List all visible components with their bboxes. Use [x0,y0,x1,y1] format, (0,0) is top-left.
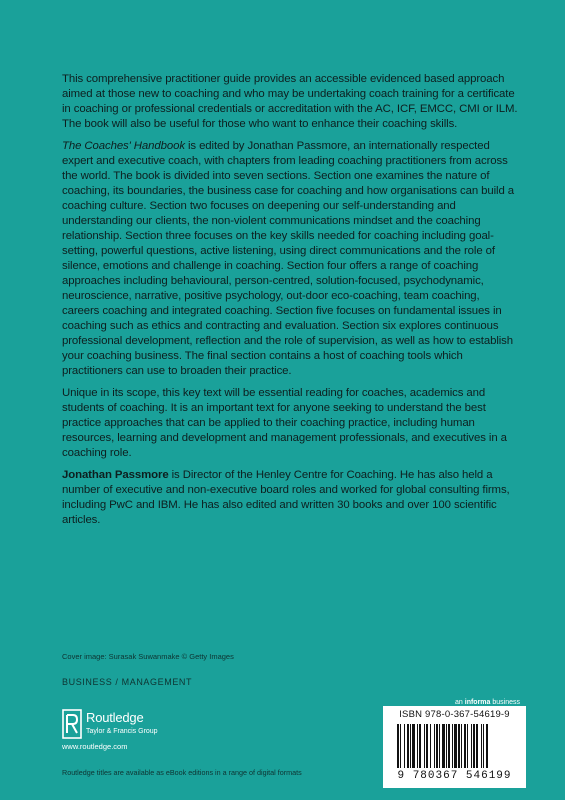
informa-suffix: business [490,699,520,706]
barcode-bar [417,724,418,768]
routledge-logo-icon [62,709,82,739]
barcode-digits [383,770,526,782]
barcode-bar [448,724,450,768]
barcode-bar [426,724,428,768]
barcode-bar [424,724,425,768]
barcode-bar [442,724,445,768]
barcode-bar [412,724,415,768]
informa-brand: informa [464,699,491,706]
barcode-bar [397,724,399,768]
barcode-bar [483,724,484,768]
barcode-bar [430,724,431,768]
barcode-bar [461,724,462,768]
barcode-lead-digit: 9 [397,770,406,782]
isbn-barcode [383,706,526,788]
barcode-bar [404,724,405,768]
barcode-bar [410,724,411,768]
informa-tagline [414,699,520,706]
barcode-bar [436,724,438,768]
author-bio [62,468,518,528]
subject-category: BUSINESS / MANAGEMENT [62,677,193,687]
back-cover-text [62,72,518,535]
description-paragraph-1: This comprehensive practitioner guide provides an accessible evidenced based approach aimed at those new to coaching and who may be undertaking coach training for a certificate in coaching or professional credentials or accreditation with the AC, ICF, EMCC, CMI or ILM. The book will also be useful for those who want to enhance their coaching skills. [62,73,518,130]
description-paragraph-3: Unique in its scope, this key text will be essential reading for coaches, academics and students of coaching. It is an important text for anyone seeking to understand the best practice approaches that can be applied to their coaching practice, including human resources, learning and development and management professionals, and executives in a coaching role. [62,387,507,459]
informa-prefix: an [455,699,465,706]
publisher-url[interactable]: www.routledge.com [62,742,128,751]
ebook-note: Routledge titles are available as eBook editions in a range of digital formats [62,768,302,777]
barcode-bar [476,724,478,768]
barcode-bar [467,724,468,768]
barcode-bar [473,724,475,768]
barcode-bar [486,724,488,768]
publisher-name: Routledge [86,710,144,725]
barcode-bar [481,724,482,768]
barcode-bar [400,724,401,768]
barcode-bar [419,724,421,768]
barcode-bar [454,724,457,768]
barcode-bar [452,724,453,768]
barcode-bar [464,724,466,768]
publisher-block [62,709,222,749]
barcode-bar [446,724,447,768]
barcode-bar [439,724,440,768]
publisher-group: Taylor & Francis Group [86,728,158,735]
cover-credit: Cover image: Surasak Suwanmake © Getty Images [62,652,234,661]
description-paragraph-2-body: is edited by Jonathan Passmore, an internationally respected expert and executive coach, with chapters from leading coaching practitioners from across the world. The book is divided into seven sections. Section one examines the nature of coaching, its boundaries, the business case for coaching and how organisations can build a coaching culture. Section two focuses on deepening our self-understanding and understanding our clients, the non-violent communications mindset and the coaching relationship. Section three focuses on the key skills needed for coaching including goal-setting, powerful questions, active listening, using direct communications and the role of silence, emotions and challenge in coaching. Section four offers a range of coaching approaches including behavioural, person-centred, solution-focused, psychodynamic, neuroscience, narrative, positive psychology, out-door eco-coaching, team coaching, careers coaching and integrated coaching. Section five focuses on fundamental issues in coaching such as ethics and contracting and evaluation. Section six explores continuous professional development, reflection and the role of supervision, as well as how to establish your coaching business. The final section contains a host of coaching tools which practitioners can use to broaden their practice. [62,140,514,377]
author-bio-body: is Director of the Henley Centre for Coaching. He has also held a number of executive and non-executive board roles and worked for global consulting firms, including PwC and IBM. He has also edited and written 30 books and over 100 scientific articles. [62,469,510,526]
barcode-bar [471,724,472,768]
barcode-bars [397,724,512,768]
isbn-label: ISBN 978-0-367-54619-9 [399,709,510,720]
author-name: Jonathan Passmore [62,469,169,481]
description-paragraph-2 [62,139,518,379]
barcode-bar [407,724,409,768]
barcode-bar [434,724,435,768]
barcode-number: 780367 546199 [412,770,512,782]
barcode-bar [458,724,460,768]
book-title: The Coaches' Handbook [62,140,185,152]
